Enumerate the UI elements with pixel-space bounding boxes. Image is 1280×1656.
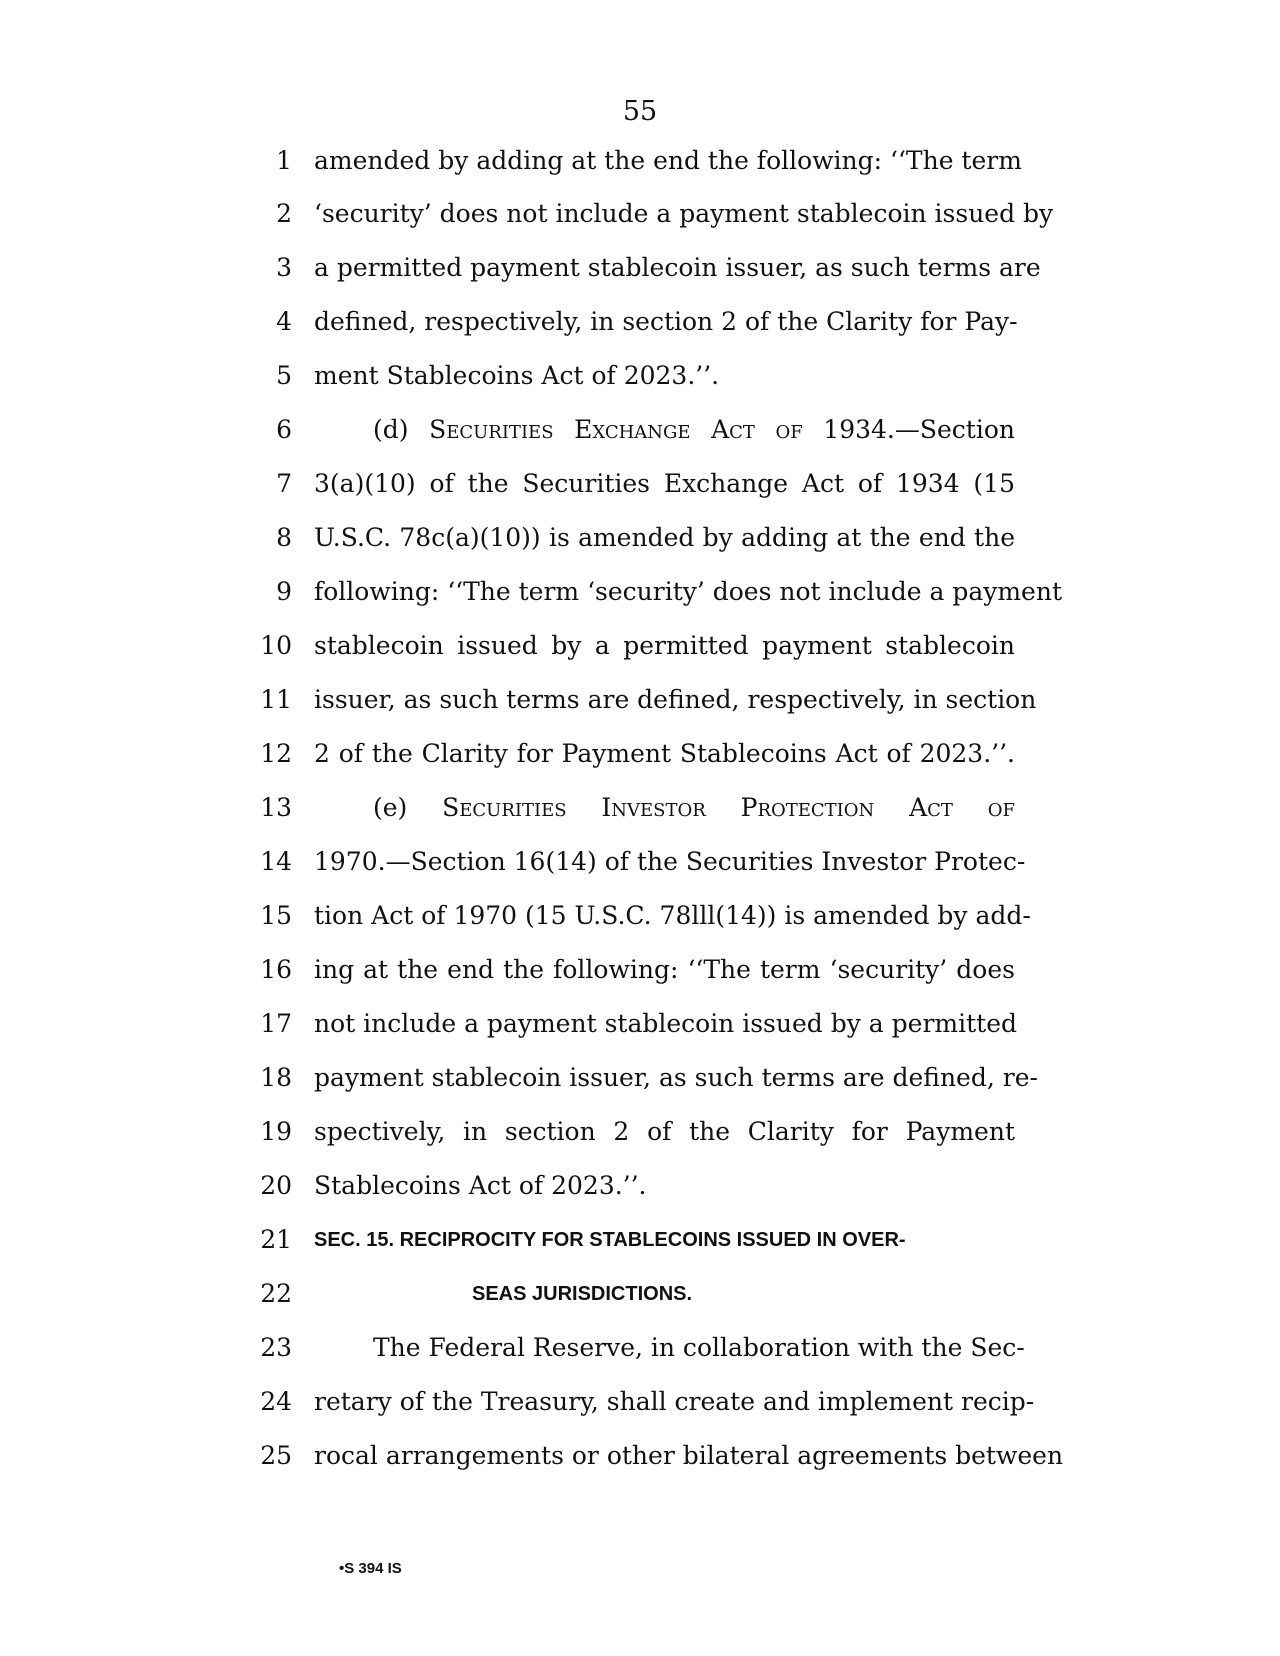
line-text: rocal arrangements or other bilateral agreements between bbox=[314, 1441, 1064, 1470]
line-number: 1 bbox=[276, 146, 292, 175]
line-number: 9 bbox=[276, 577, 292, 606]
line-11 bbox=[0, 673, 1280, 727]
line-text: defined, respectively, in section 2 of the Clarity for Pay- bbox=[314, 307, 1018, 336]
line-2 bbox=[0, 187, 1280, 241]
line-19 bbox=[0, 1105, 1280, 1159]
line-number: 16 bbox=[260, 955, 292, 984]
line-text: ‘security’ does not include a payment stablecoin issued by bbox=[314, 199, 1054, 228]
line-1 bbox=[0, 134, 1280, 188]
line-text: 2 of the Clarity for Payment Stablecoins Act of 2023.’’. bbox=[314, 739, 1015, 768]
line-text bbox=[373, 781, 1015, 835]
subsection-label: (e) bbox=[373, 793, 443, 822]
line-number: 12 bbox=[260, 739, 292, 768]
line-15 bbox=[0, 889, 1280, 943]
line-8 bbox=[0, 511, 1280, 565]
line-6 bbox=[0, 403, 1280, 457]
line-number: 6 bbox=[276, 415, 292, 444]
line-number: 10 bbox=[260, 631, 292, 660]
line-text: following: ‘‘The term ‘security’ does not include a payment bbox=[314, 577, 1062, 606]
line-number: 23 bbox=[260, 1333, 292, 1362]
line-text bbox=[373, 403, 1015, 457]
page-number: 55 bbox=[622, 96, 658, 127]
line-number: 11 bbox=[260, 685, 292, 714]
line-number: 15 bbox=[260, 901, 292, 930]
line-text: 3(a)(10) of the Securities Exchange Act of 1934 (15 bbox=[314, 469, 1015, 498]
line-10 bbox=[0, 619, 1280, 673]
line-16 bbox=[0, 943, 1280, 997]
line-number: 4 bbox=[276, 307, 292, 336]
subsection-heading: Securities Exchange Act of bbox=[429, 415, 803, 444]
line-5 bbox=[0, 349, 1280, 403]
line-number: 21 bbox=[260, 1225, 292, 1254]
line-text: not include a payment stablecoin issued by a permitted bbox=[314, 1009, 1018, 1038]
line-23 bbox=[0, 1321, 1280, 1375]
line-number: 3 bbox=[276, 253, 292, 282]
line-text: stablecoin issued by a permitted payment stablecoin bbox=[314, 631, 1015, 660]
line-18 bbox=[0, 1051, 1280, 1105]
line-text: The Federal Reserve, in collaboration with the Sec- bbox=[373, 1333, 1025, 1362]
line-13 bbox=[0, 781, 1280, 835]
line-12 bbox=[0, 727, 1280, 781]
subsection-heading: Securities Investor Protection Act of bbox=[442, 793, 1015, 822]
line-text: retary of the Treasury, shall create and implement recip- bbox=[314, 1387, 1035, 1416]
line-7 bbox=[0, 457, 1280, 511]
line-number: 14 bbox=[260, 847, 292, 876]
line-9 bbox=[0, 565, 1280, 619]
line-3 bbox=[0, 241, 1280, 295]
line-number: 17 bbox=[260, 1009, 292, 1038]
line-text: U.S.C. 78c(a)(10)) is amended by adding at the end the bbox=[314, 523, 1015, 552]
line-text: amended by adding at the end the following: ‘‘The term bbox=[314, 146, 1022, 175]
line-number: 19 bbox=[260, 1117, 292, 1146]
line-number: 7 bbox=[276, 469, 292, 498]
line-text: payment stablecoin issuer, as such terms are defined, re- bbox=[314, 1063, 1038, 1092]
line-number: 2 bbox=[276, 199, 292, 228]
line-text: issuer, as such terms are defined, respectively, in section bbox=[314, 685, 1037, 714]
line-text: a permitted payment stablecoin issuer, as such terms are bbox=[314, 253, 1041, 282]
line-text: ing at the end the following: ‘‘The term ‘security’ does bbox=[314, 955, 1015, 984]
line-text: spectively, in section 2 of the Clarity for Payment bbox=[314, 1117, 1015, 1146]
line-4 bbox=[0, 295, 1280, 349]
line-14 bbox=[0, 835, 1280, 889]
line-21 bbox=[0, 1213, 1280, 1267]
line-number: 25 bbox=[260, 1441, 292, 1470]
line-number: 20 bbox=[260, 1171, 292, 1200]
line-text: 1970.—Section 16(14) of the Securities Investor Protec- bbox=[314, 847, 1026, 876]
line-number: 8 bbox=[276, 523, 292, 552]
section-heading: SEC. 15. RECIPROCITY FOR STABLECOINS ISSUED IN OVER- bbox=[314, 1229, 906, 1251]
line-text: Stablecoins Act of 2023.’’. bbox=[314, 1171, 647, 1200]
line-number: 5 bbox=[276, 361, 292, 390]
line-number: 22 bbox=[260, 1279, 292, 1308]
line-24 bbox=[0, 1375, 1280, 1429]
section-heading-continued: SEAS JURISDICTIONS. bbox=[472, 1283, 693, 1305]
line-text: tion Act of 1970 (15 U.S.C. 78lll(14)) is amended by add- bbox=[314, 901, 1031, 930]
line-17 bbox=[0, 997, 1280, 1051]
line-20 bbox=[0, 1159, 1280, 1213]
subsection-heading-tail: 1934.—Section bbox=[802, 415, 1015, 444]
line-text: ment Stablecoins Act of 2023.’’. bbox=[314, 361, 720, 390]
bill-identifier-footer: •S 394 IS bbox=[339, 1560, 402, 1577]
line-22 bbox=[0, 1267, 1280, 1321]
line-number: 18 bbox=[260, 1063, 292, 1092]
subsection-label: (d) bbox=[373, 415, 430, 444]
line-25 bbox=[0, 1429, 1280, 1483]
line-number: 13 bbox=[260, 793, 292, 822]
line-number: 24 bbox=[260, 1387, 292, 1416]
